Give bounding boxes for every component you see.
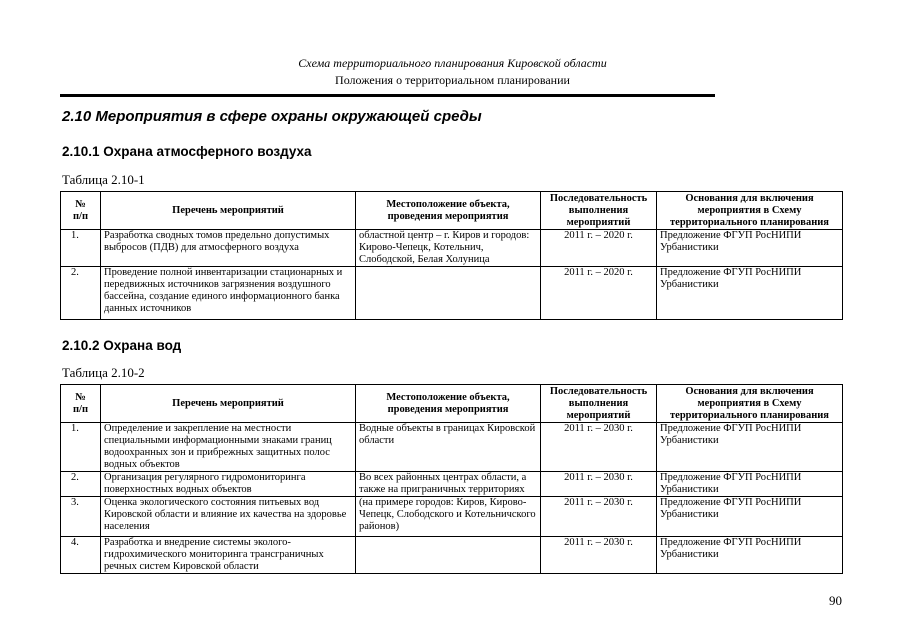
- header-basis: Основания для включения мероприятия в Схему территориального планирования: [657, 385, 843, 423]
- table-air-protection: [60, 191, 843, 320]
- row-location: Во всех районных центрах области, а также на приграничных территориях: [356, 472, 541, 497]
- subsection-heading-air: 2.10.1 Охрана атмосферного воздуха: [62, 144, 312, 159]
- table-caption-2: Таблица 2.10-2: [62, 365, 145, 380]
- row-period: 2011 г. – 2030 г.: [541, 423, 657, 472]
- row-location: [356, 267, 541, 320]
- row-measure: Организация регулярного гидромониторинга поверхностных водных объектов: [101, 472, 356, 497]
- header-number-label: п/п: [72, 403, 89, 415]
- row-measure: Разработка и внедрение системы эколого-гидрохимического мониторинга трансграничных речных систем Кировской области: [101, 537, 356, 574]
- row-number: 2.: [61, 472, 101, 497]
- row-location: [356, 537, 541, 574]
- header-location: Местоположение объекта, проведения мероприятия: [356, 192, 541, 230]
- row-period: 2011 г. – 2020 г.: [541, 230, 657, 267]
- table-row: [61, 537, 843, 574]
- row-number: 2.: [61, 267, 101, 320]
- row-measure: Разработка сводных томов предельно допустимых выбросов (ПДВ) для атмосферного воздуха: [101, 230, 356, 267]
- header-measures: Перечень мероприятий: [101, 192, 356, 230]
- row-location: Водные объекты в границах Кировской области: [356, 423, 541, 472]
- header-measures: Перечень мероприятий: [101, 385, 356, 423]
- row-location: областной центр – г. Киров и городов: Кирово-Чепецк, Котельнич, Слободской, Белая Холуница: [356, 230, 541, 267]
- running-header-title: Схема территориального планирования Кировской области: [298, 56, 607, 70]
- row-location: (на примере городов: Киров, Кирово-Чепецк, Слободского и Котельничского районов): [356, 497, 541, 537]
- header-number: [61, 385, 101, 423]
- table-row: [61, 267, 843, 320]
- header-sequence: Последовательность выполнения мероприятий: [541, 192, 657, 230]
- row-period: 2011 г. – 2030 г.: [541, 497, 657, 537]
- header-number-symbol: №: [75, 391, 86, 403]
- header-number: [61, 192, 101, 230]
- table-row: [61, 497, 843, 537]
- row-basis: Предложение ФГУП РосНИПИ Урбанистики: [657, 423, 843, 472]
- page-number: 90: [829, 593, 842, 608]
- row-basis: Предложение ФГУП РосНИПИ Урбанистики: [657, 497, 843, 537]
- header-sequence: Последовательность выполнения мероприятий: [541, 385, 657, 423]
- row-period: 2011 г. – 2030 г.: [541, 472, 657, 497]
- header-number-symbol: №: [75, 198, 86, 210]
- row-number: 3.: [61, 497, 101, 537]
- header-rule: [60, 94, 715, 97]
- row-basis: Предложение ФГУП РосНИПИ Урбанистики: [657, 472, 843, 497]
- row-number: 1.: [61, 230, 101, 267]
- row-period: 2011 г. – 2020 г.: [541, 267, 657, 320]
- row-number: 1.: [61, 423, 101, 472]
- table-caption-1: Таблица 2.10-1: [62, 172, 145, 187]
- running-header-subtitle: Положения о территориальном планировании: [335, 73, 570, 87]
- table-header-row: [61, 192, 843, 230]
- table-header-row: [61, 385, 843, 423]
- row-basis: Предложение ФГУП РосНИПИ Урбанистики: [657, 230, 843, 267]
- row-measure: Определение и закрепление на местности специальными информационными знаками границ водоохранных зон и прибрежных защитных полос водных объектов: [101, 423, 356, 472]
- row-basis: Предложение ФГУП РосНИПИ Урбанистики: [657, 537, 843, 574]
- header-basis: Основания для включения мероприятия в Схему территориального планирования: [657, 192, 843, 230]
- row-measure: Оценка экологического состояния питьевых вод Кировской области и влияние их качества на здоровье населения: [101, 497, 356, 537]
- table-row: [61, 423, 843, 472]
- table-water-protection: [60, 384, 843, 574]
- row-measure: Проведение полной инвентаризации стационарных и передвижных источников загрязнения воздушного бассейна, создание единого информационного банка данных источников: [101, 267, 356, 320]
- section-heading: 2.10 Мероприятия в сфере охраны окружающей среды: [62, 108, 482, 125]
- subsection-heading-water: 2.10.2 Охрана вод: [62, 338, 182, 353]
- row-basis: Предложение ФГУП РосНИПИ Урбанистики: [657, 267, 843, 320]
- row-number: 4.: [61, 537, 101, 574]
- table-row: [61, 230, 843, 267]
- header-number-label: п/п: [72, 210, 89, 222]
- table-row: [61, 472, 843, 497]
- header-location: Местоположение объекта, проведения мероприятия: [356, 385, 541, 423]
- row-period: 2011 г. – 2030 г.: [541, 537, 657, 574]
